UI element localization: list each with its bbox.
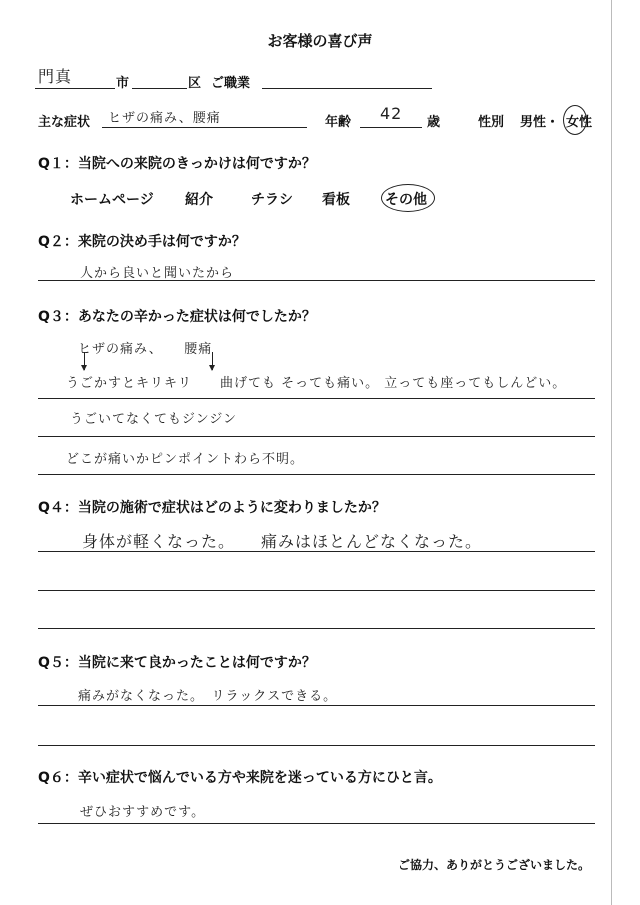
occupation-underline: [262, 88, 432, 89]
q1-option-other: その他: [385, 192, 427, 208]
q4-line-2: [38, 590, 595, 591]
symptom-value: ヒザの痛み、腰痛: [108, 111, 221, 126]
q2-question: Q２：来院の決め手は何ですか？: [38, 234, 246, 250]
q3-line-3: [38, 474, 595, 475]
symptom-underline: [102, 127, 307, 128]
q1-option-flyer: チラシ: [251, 192, 293, 208]
q5-line-2: [38, 745, 595, 746]
q1-selection-circle: [381, 184, 435, 212]
q3-arrow-1: [84, 352, 85, 370]
q5-question: Q５：当院に来て良かったことは何ですか？: [38, 655, 316, 671]
q3-line-1: [38, 398, 595, 399]
q1-option-homepage: ホームページ: [70, 192, 154, 208]
city-underline: [132, 88, 187, 89]
form-title: お客様の喜び声: [267, 32, 373, 50]
q5-answer: 痛みがなくなった。 リラックスできる。: [78, 689, 338, 704]
closing-message: ご協力、ありがとうございました。: [398, 858, 591, 872]
q3-answer-2: うごかすとキリキリ 曲げても そっても痛い。 立っても座ってもしんどい。: [66, 376, 567, 391]
gender-selection-circle: [563, 105, 587, 135]
q1-question: Q１：当院への来院のきっかけは何ですか？: [38, 156, 316, 172]
q2-answer: 人から良いと聞いたから: [80, 266, 235, 281]
gender-male: 男性・: [520, 115, 560, 130]
name-value: 門真: [38, 67, 73, 86]
q1-option-referral: 紹介: [185, 192, 213, 208]
q3-line-2: [38, 436, 595, 437]
ward-label: 区: [188, 76, 202, 91]
q6-line-1: [38, 823, 595, 824]
city-label: 市: [116, 76, 130, 91]
q3-answer-1: ヒザの痛み、 腰痛: [78, 342, 213, 357]
q6-answer: ぜひおすすめです。: [80, 805, 206, 820]
q5-line-1: [38, 705, 595, 706]
q3-arrow-2: [212, 352, 213, 370]
q4-question: Q４：当院の施術で症状はどのように変わりましたか？: [38, 500, 386, 516]
occupation-label: ご職業: [211, 76, 251, 91]
q4-answer: 身体が軽くなった。 痛みはほとんどなくなった。: [82, 532, 483, 551]
age-unit: 歳: [427, 115, 441, 130]
q1-option-sign: 看板: [322, 192, 350, 208]
q2-line-1: [38, 280, 595, 281]
symptom-label: 主な症状: [38, 115, 91, 130]
age-underline: [360, 127, 422, 128]
q3-answer-4: どこが痛いかピンポイントわら不明。: [66, 452, 305, 467]
q6-question: Q６：辛い症状で悩んでいる方や来院を迷っている方にひと言。: [38, 770, 442, 786]
gender-label: 性別: [478, 115, 505, 130]
name-underline: [35, 88, 115, 89]
age-value: 42: [380, 104, 403, 123]
age-label: 年齢: [325, 115, 352, 130]
gender-female: 女性: [566, 115, 593, 130]
q4-line-1: [38, 551, 595, 552]
scan-edge: [611, 0, 612, 905]
q3-question: Q３：あなたの辛かった症状は何でしたか？: [38, 309, 316, 325]
q4-line-3: [38, 628, 595, 629]
q3-answer-3: うごいてなくてもジンジン: [70, 412, 238, 427]
